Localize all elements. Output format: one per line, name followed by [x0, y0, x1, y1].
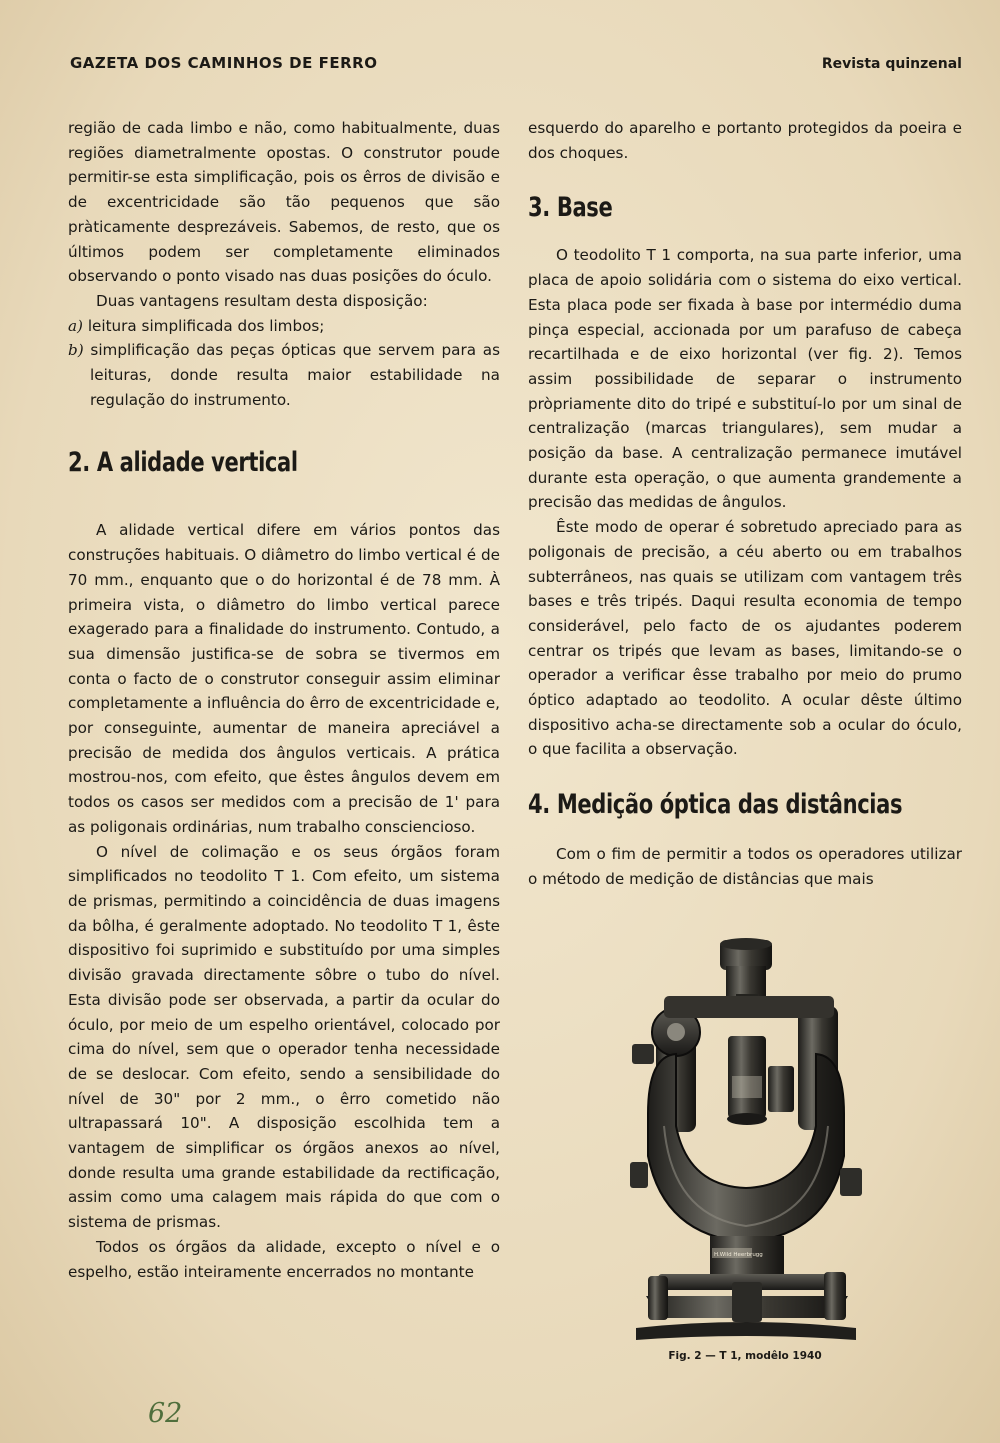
paragraph: A alidade vertical difere em vários pontos das construções habituais. O diâmetro do limbo vertical é de 70 mm., enquanto que o do horizontal é de 78 mm. À primeira vista, o diâmetro do limbo vertical parece exagerado para a finalidade do instrumento. Contudo, a sua dimensão justifica-se de sobra se tivermos em conta o facto de o construtor conseguir assim eliminar completamente a influência do êrro de excentricidade e, por conseguinte, aumentar de maneira apreciável a precisão de medida dos ângulos verticais. A prática mostrou-nos, com efeito, que êstes ângulos devem em todos os casos ser medidos com a precisão de 1' para as poligonais ordinárias, num trabalho consciencioso.	[68, 521, 500, 836]
journal-title: GAZETA DOS CAMINHOS DE FERRO	[70, 54, 378, 72]
section-heading-base: 3. Base	[528, 192, 613, 224]
list-item	[68, 338, 500, 412]
paragraph: O nível de colimação e os seus órgãos foram simplificados no teodolito T 1. Com efeito, um sistema de prismas, permitindo a coincidência de duas imagens da bôlha, é geralmente adoptado. No teodolito T 1, êste dispositivo foi suprimido e substituído por uma simples divisão gravada directamente sôbre o tubo do nível. Esta divisão pode ser observada, a partir da ocular do óculo, por meio de um espelho orientável, colocado por cima do nível, sem que o operador tenha necessidade de se deslocar. Com efeito, sendo a sensibilidade do nível de 30" por 2 mm., o êrro cometido não ultrapassará 10". A disposição escolhida tem a vantagem de simplificar os órgãos anexos ao nível, donde resulta uma grande estabilidade da rectificação, assim como uma calagem mais rápida do que com o sistema de prismas.	[68, 842, 500, 1232]
paragraph: esquerdo do aparelho e portanto protegidos da poeira e dos choques.	[528, 119, 962, 162]
left-column	[68, 116, 500, 1284]
section-heading-medicao: 4. Medição óptica das distâncias	[528, 789, 903, 821]
list-marker: b)	[68, 341, 84, 360]
paragraph: Duas vantagens resultam desta disposição:	[96, 291, 428, 310]
list-item-text: leitura simplificada dos limbos;	[87, 316, 325, 335]
paragraph: Com o fim de permitir a todos os operadores utilizar o método de medição de distâncias que mais	[528, 845, 962, 888]
list-marker: a)	[68, 316, 83, 335]
paragraph: O teodolito T 1 comporta, na sua parte inferior, uma placa de apoio solidária com o sistema do eixo vertical. Esta placa pode ser fixada à base por intermédio duma pinça especial, accionada por um parafuso de cabeça recartilhada e de eixo horizontal (ver fig. 2). Temos assim possibilidade de separar o instrumento pròpriamente dito do tripé e substituí-lo por um sinal de centralização (marcas triangulares), sem mudar a posição da base. A centralização permanece imutável durante esta operação, o que aumenta grandemente a precisão das medidas de ângulos.	[528, 246, 962, 512]
list-item-text: simplificação das peças ópticas que servem para as leituras, donde resulta maior estabilidade na regulação do instrumento.	[90, 341, 500, 409]
theodolite-illustration	[628, 936, 864, 1344]
page-number: 62	[148, 1398, 183, 1429]
figure-caption: Fig. 2 — T 1, modêlo 1940	[668, 1350, 822, 1362]
running-head	[70, 54, 962, 72]
paragraph: Todos os órgãos da alidade, excepto o nível e o espelho, estão inteiramente encerrados no montante	[68, 1237, 500, 1281]
periodicity-label: Revista quinzenal	[821, 56, 962, 72]
right-column	[528, 116, 962, 892]
list-item	[68, 314, 500, 339]
paragraph: Êste modo de operar é sobretudo apreciado para as poligonais de precisão, a céu aberto ou em trabalhos subterrâneos, nas quais se utilizam com vantagem três bases e três tripés. Daqui resulta economia de tempo considerável, pelo facto de os ajudantes poderem centrar os tripés que levam as bases, limitando-se o operador a verificar êsse trabalho por meio do prumo óptico adaptado ao teodolito. A ocular dêste último dispositivo acha-se directamente sob a ocular do óculo, o que facilita a observação.	[528, 518, 962, 759]
paragraph: região de cada limbo e não, como habitualmente, duas regiões diametralmente opostas. O construtor poude permitir-se esta simplificação, pois os êrros de divisão e de excentricidade são tão pequenos que são pràticamente desprezáveis. Sabemos, de resto, que os últimos podem ser completamente eliminados observando o ponto visado nas duas posições do óculo.	[68, 119, 500, 286]
section-heading-alidade: 2. A alidade vertical	[68, 447, 298, 479]
engraving-label: H.Wild Heerbrugg	[714, 1252, 763, 1258]
